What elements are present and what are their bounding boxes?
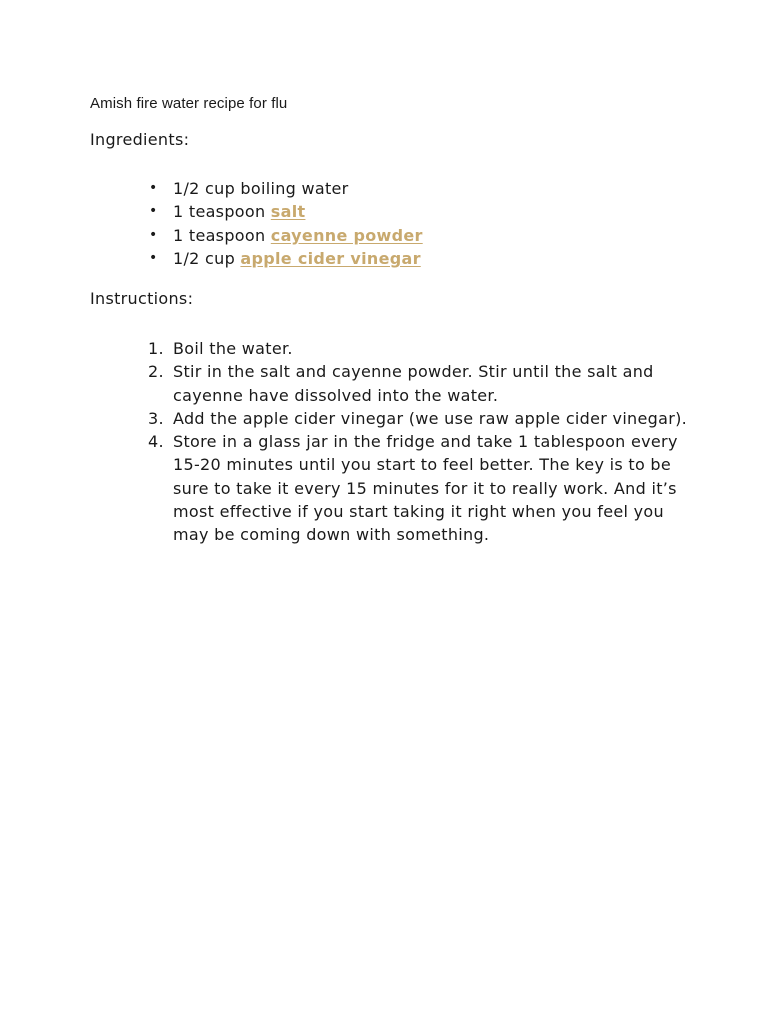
step-number: 1.	[148, 339, 164, 358]
ingredient-text: 1/2 cup	[173, 248, 241, 268]
document-title: Amish fire water recipe for flu	[90, 95, 288, 112]
bullet-icon: •	[149, 249, 158, 266]
ingredients-list	[0, 177, 423, 270]
step-number: 2.	[148, 362, 164, 382]
instruction-step	[0, 337, 690, 360]
instruction-step	[0, 360, 690, 407]
ingredient-item	[0, 177, 423, 200]
instruction-step	[0, 407, 690, 430]
ingredient-item	[0, 224, 423, 247]
step-text: Boil the water.	[173, 339, 293, 358]
bullet-icon: •	[149, 180, 158, 196]
step-text: Stir in the salt and cayenne powder. Stir until the salt and cayenne have dissolved into the water.	[173, 362, 654, 405]
instruction-step	[0, 430, 690, 546]
instructions-list	[0, 337, 690, 547]
apple-cider-vinegar-link[interactable]: apple cider vinegar	[240, 248, 421, 268]
step-number: 4.	[148, 432, 164, 452]
ingredient-item	[0, 247, 423, 270]
ingredients-heading: Ingredients:	[90, 130, 190, 149]
step-text: Add the apple cider vinegar (we use raw apple cider vinegar).	[173, 408, 688, 428]
cayenne-powder-link[interactable]: cayenne powder	[270, 225, 423, 245]
salt-link[interactable]: salt	[270, 202, 306, 222]
ingredient-text: 1 teaspoon	[173, 225, 271, 245]
step-text: Store in a glass jar in the fridge and take 1 tablespoon every 15-20 minutes until you start to feel better. The key is to be sure to take it every 15 minutes for it to really work. And it’s most effective if you start taking it right when you feel you may be coming down with something.	[173, 432, 678, 545]
ingredient-text: 1 teaspoon	[173, 202, 271, 222]
bullet-icon: •	[149, 226, 158, 243]
instructions-heading: Instructions:	[90, 289, 194, 308]
step-number: 3.	[148, 408, 164, 428]
ingredient-item	[0, 200, 423, 223]
ingredient-text: 1/2 cup boiling water	[173, 179, 349, 198]
bullet-icon: •	[149, 203, 158, 220]
